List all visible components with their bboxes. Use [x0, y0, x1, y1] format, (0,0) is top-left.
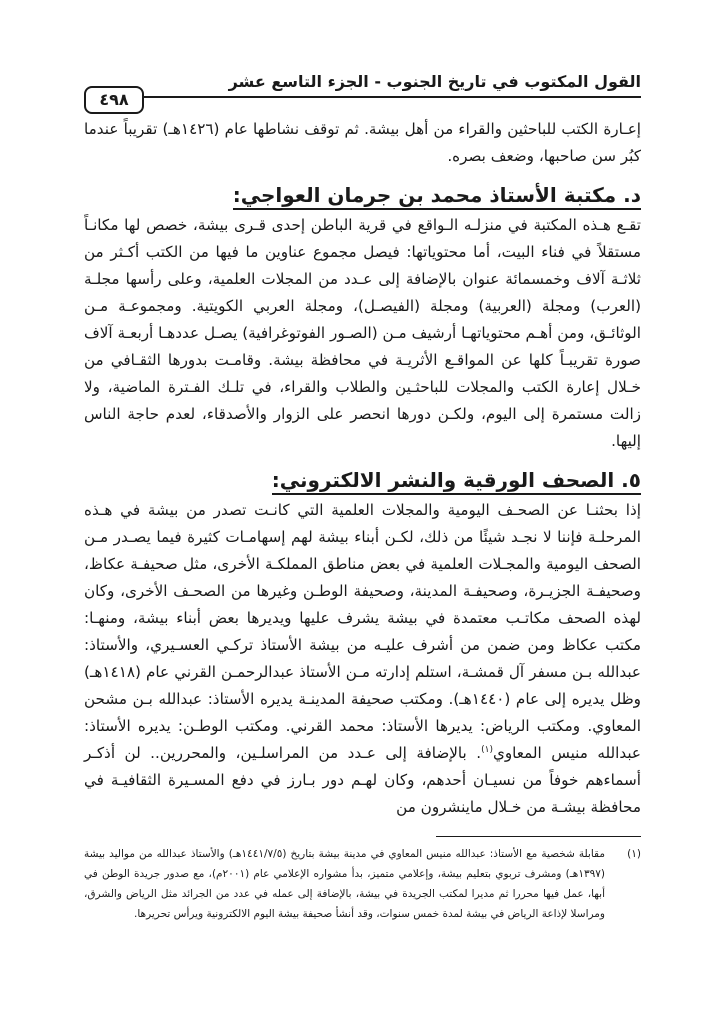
section-5-text-start: إذا بحثنـا عن الصحـف اليومية والمجلات العلمية التي كانـت تصدر من بيشة في هـذه المرحلـة فإننا لا نجـد شيئًا من ذلك، لكـن أبناء بيشة لهم إسهامـات كثيرة فيما يصـدر مـن الصحف اليومية والمجـلات العلمية في بعض مناطق المملكـة الأخرى، مثل صحيفـة عكاظ، وصحيفـة الجزيـرة، وصحيفـة المدينة، وصحيفة الوطـن وغيرها من الصحـف الأخرى، وكان لهذه الصحف مكاتـب معتمدة في بيشة يشرف عليها ويديرها بعض أبناء بيشة، ومنهـا: مكتب عكاظ ومن ضمن من أشرف عليـه من بيشة الأستاذ تركـي العسـيري، والأستاذ: عبدالله بـن مسفر آل قمشـة، استلم إدارته مـن الأستاذ عبدالرحمـن القرني عام (١٤١٨هـ) وظل يديره إلى عام (١٤٤٠هـ). ومكتب صحيفة المدينـة يديره الأستاذ: عبدالله بـن مشحن المعاوي. ومكتب الرياض: يديرها الأستاذ: محمد القرني. ومكتب الوطـن: يديره الأستاذ: عبدالله منيس المعاوي — [84, 501, 641, 762]
section-5-text-end: . بالإضافة إلى عـدد من المراسلـين، والمحررين.. لن أذكـر أسماءهم خوفاً من نسيـان أحدهم، وكان لهـم دور بـارز في دفع المسـيرة الثقافيـة في محافظة بيشـة من خـلال ماينشرون من — [84, 744, 641, 816]
section-d-heading — [84, 180, 641, 210]
footnote-text: مقابلة شخصية مع الأستاذ: عبدالله منيس المعاوي في مدينة بيشة بتاريخ (١٤٤١/٧/٥هـ) والأستاذ عبدالله من مواليد بيشة (١٣٩٧هـ) ومشرف تربوي بتعليم بيشة، وإعلامي متميز، بدأ مشواره الإعلامي عام (٢٠٠١م)، مع صدور جريدة الوطن في أبها، عمل فيها محررا ثم مديرا لمكتب الجريدة في بيشة، بالإضافة إلى عمله في عدد من الجرائد مثل الرياض والشرق، ومراسلا لإذاعة الرياض في بيشة لمدة خمس سنوات، وقد أنشأ صحيفة بيشة اليوم الالكترونية ويرأس تحريرها. — [84, 848, 605, 920]
intro-paragraph: إعـارة الكتب للباحثين والقراء من أهل بيشة. ثم توقف نشاطها عام (١٤٢٦هـ) تقريباً عندما كبُر سن صاحبها، وضعف بصره. — [84, 120, 641, 165]
footnote — [84, 844, 641, 924]
section-d-paragraph: تقـع هـذه المكتبة في منزلـه الـواقع في قرية الباطن إحدى قـرى بيشة، خصص لها مكانـاً مستقلاً في فناء البيت، أما محتوياتها: فيصل مجموع عناوين ما فيها من الكتب أكـثر من ثلاثـة آلاف وخمسمائة عنوان بالإضافة إلى عـدد من المجلات العلمية، وعلى رأسها مجلـة (العرب) ومجلة (العربية) ومجلة (الفيصـل)، ومجلة العربي الكويتية. ومجموعـة مـن الوثائـق، ومن أهـم محتوياتهـا أرشيف مـن (الصـور الفوتوغرافية) يصـل عددهـا أربعـة آلاف صورة تقريبـاً كلها عن المواقـع الأثريـة في محافظة بيشة. وقامـت بدورها الثقـافي من خـلال إعارة الكتب والمجلات للباحثـين والطلاب والقراء، في تلـك الفـترة الماضية، ولا زالت مستمرة إلى اليوم، ولكـن دورها انحصر على الزوار والأصدقاء، لعدم حاجة الناس إليها. — [84, 216, 641, 450]
body-text — [84, 116, 641, 821]
footnote-rule — [436, 836, 641, 837]
section-5-paragraph — [84, 497, 641, 821]
section-5-heading-text: ٥. الصحف الورقية والنشر الالكتروني: — [272, 468, 641, 495]
running-header — [84, 72, 641, 109]
footnote-reference: (١) — [481, 744, 493, 755]
section-d-heading-text: د. مكتبة الأستاذ محمد بن جرمان العواجي: — [233, 183, 641, 210]
book-title: القول المكتوب في تاريخ الجنوب - الجزء التاسع عشر — [228, 72, 641, 91]
header-rule — [84, 96, 641, 98]
page-number: ٤٩٨ — [84, 86, 144, 114]
section-5-heading — [84, 465, 641, 495]
footnote-number: (١) — [627, 848, 641, 860]
